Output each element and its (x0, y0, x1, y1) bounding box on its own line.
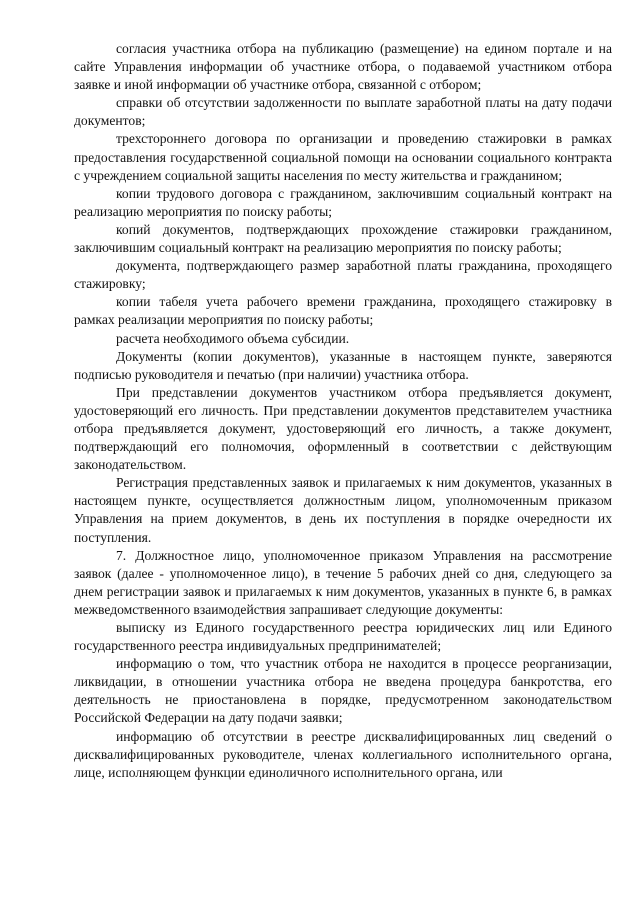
paragraph-consent-publication: согласия участника отбора на публикацию (размещение) на едином портале и на сайте Управления информации об участнике отбора, о подаваемой участником отбора заявке и иной информации об участнике отбора, связанной с отбором; (74, 41, 612, 93)
paragraph-registration: Регистрация представленных заявок и прилагаемых к ним документов, указанных в настоящем пункте, осуществляется должностным лицом, уполномоченным приказом Управления на прием документов, в день их поступления в порядке очередности их поступления. (74, 475, 612, 545)
document-body (74, 40, 612, 782)
paragraph-identity-document: При представлении документов участником отбора предъявляется документ, удостоверяющий его личность. При представлении документов представителем участника отбора предъявляется документ, удостоверяющий его личность, а также документ, подтверждающий его полномочия, оформленный в соответствии с действующим законодательством. (74, 384, 612, 473)
paragraph-timesheet: копии табеля учета рабочего времени гражданина, проходящего стажировку в рамках реализации мероприятия по поиску работы; (74, 294, 612, 328)
paragraph-internship-documents: копий документов, подтверждающих прохождение стажировки гражданином, заключившим социальный контракт на реализацию мероприятия по поиску работы; (74, 221, 612, 256)
paragraph-registry-extract: выписку из Единого государственного реестра юридических лиц или Единого государственного реестра индивидуальных предпринимателей; (74, 620, 612, 654)
paragraph-reorganization-info: информацию о том, что участник отбора не находится в процессе реорганизации, ликвидации, в отношении участника отбора не введена процедура банкротства, его деятельность не приостановлена в порядке, предусмотренном законодательством Российской Федерации на дату подачи заявки; (74, 656, 612, 726)
paragraph-tripartite-agreement: трехстороннего договора по организации и проведению стажировки в рамках предоставления государственной социальной помощи на основании социального контракта с учреждением социальной защиты населения по месту жительства и гражданином; (74, 131, 612, 183)
paragraph-subsidy-calculation: расчета необходимого объема субсидии. (116, 330, 350, 346)
paragraph-salary-document: документа, подтверждающего размер заработной платы гражданина, проходящего стажировку; (74, 258, 612, 292)
paragraph-item-7: 7. Должностное лицо, уполномоченное приказом Управления на рассмотрение заявок (далее - уполномоченное лицо), в течение 5 рабочих дней со дня, следующего за днем регистрации заявок и прилагаемых к ним документов, указанных в пункте 6, в рамках межведомственного взаимодействия запрашивает следующие документы: (74, 547, 612, 617)
paragraph-salary-debt-certificate: справки об отсутствии задолженности по выплате заработной платы на дату подачи документов; (74, 95, 612, 129)
paragraph-certification: Документы (копии документов), указанные в настоящем пункте, заверяются подписью руководителя и печатью (при наличии) участника отбора. (74, 348, 612, 382)
paragraph-disqualified-persons: информацию об отсутствии в реестре дисквалифицированных лиц сведений о дисквалифицированных руководителе, членах коллегиального исполнительного органа, лице, исполняющем функции единоличного исполнительного органа, или (74, 728, 612, 780)
paragraph-employment-contract: копии трудового договора с гражданином, заключившим социальный контракт на реализацию мероприятия по поиску работы; (74, 185, 612, 219)
